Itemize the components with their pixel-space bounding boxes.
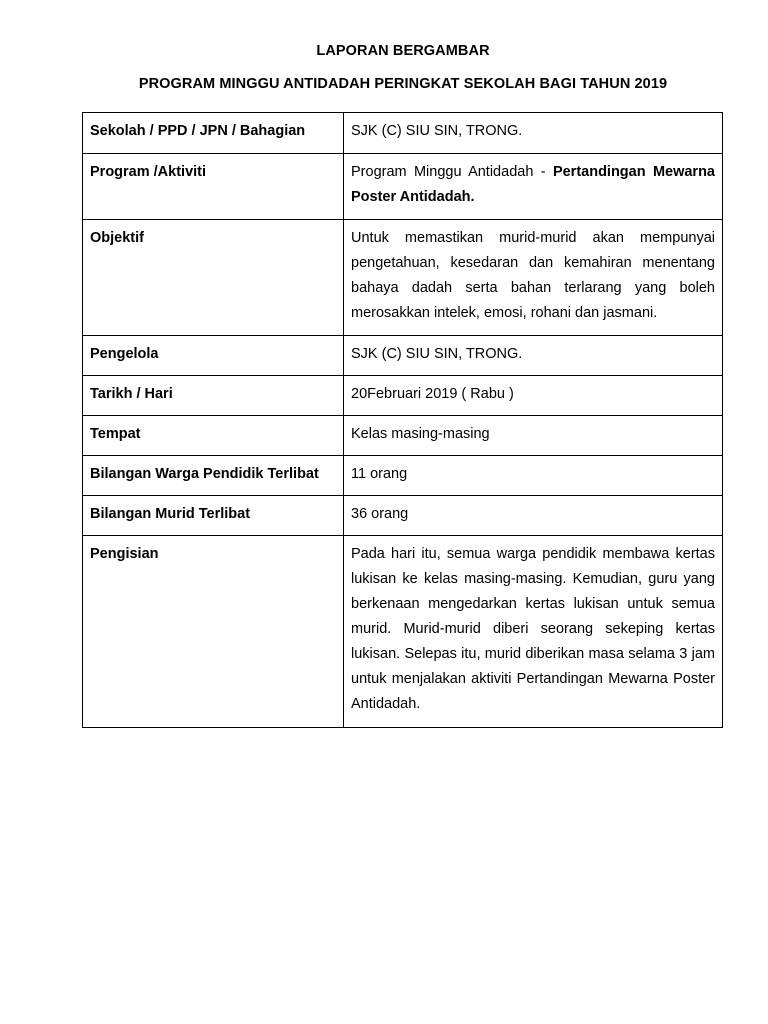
- tempat-label: Tempat: [83, 416, 344, 456]
- tarikh-value: 20Februari 2019 ( Rabu ): [344, 376, 723, 416]
- objektif-value: Untuk memastikan murid-murid akan mempunyai pengetahuan, kesedaran dan kemahiran menentang bahaya dadah serta bahan terlarang yang boleh merosakkan intelek, emosi, rohani dan jasmani.: [344, 220, 723, 336]
- sekolah-value: SJK (C) SIU SIN, TRONG.: [344, 113, 723, 154]
- table-row: [83, 496, 723, 536]
- murid-value: 36 orang: [344, 496, 723, 536]
- murid-label: Bilangan Murid Terlibat: [83, 496, 344, 536]
- program-value: [344, 154, 723, 220]
- pengisian-value: Pada hari itu, semua warga pendidik membawa kertas lukisan ke kelas masing-masing. Kemudian, guru yang berkenaan mengedarkan kertas lukisan untuk semua murid. Murid-murid diberi seorang sekeping kertas lukisan. Selepas itu, murid diberikan masa selama 3 jam untuk menjalakan aktiviti Pertandingan Mewarna Poster Antidadah.: [344, 536, 723, 728]
- program-value-bold: Pertandingan Mewarna Poster Antidadah.: [351, 164, 715, 205]
- program-label: Program /Aktiviti: [83, 154, 344, 220]
- report-table: [82, 112, 723, 728]
- table-row: [83, 336, 723, 376]
- tarikh-label: Tarikh / Hari: [83, 376, 344, 416]
- objektif-label: Objektif: [83, 220, 344, 336]
- pengelola-label: Pengelola: [83, 336, 344, 376]
- table-row: [83, 536, 723, 728]
- program-value-prefix: Program Minggu Antidadah -: [351, 164, 553, 180]
- table-row: [83, 220, 723, 336]
- table-row: [83, 416, 723, 456]
- tempat-value: Kelas masing-masing: [344, 416, 723, 456]
- warga-value: 11 orang: [344, 456, 723, 496]
- table-row: [83, 154, 723, 220]
- pengisian-label: Pengisian: [83, 536, 344, 728]
- pengelola-value: SJK (C) SIU SIN, TRONG.: [344, 336, 723, 376]
- report-title: LAPORAN BERGAMBAR: [316, 43, 490, 59]
- report-subtitle: PROGRAM MINGGU ANTIDADAH PERINGKAT SEKOLAH BAGI TAHUN 2019: [138, 76, 668, 92]
- table-row: [83, 456, 723, 496]
- warga-label: Bilangan Warga Pendidik Terlibat: [83, 456, 344, 496]
- sekolah-label: Sekolah / PPD / JPN / Bahagian: [83, 113, 344, 154]
- table-row: [83, 376, 723, 416]
- table-row: [83, 113, 723, 154]
